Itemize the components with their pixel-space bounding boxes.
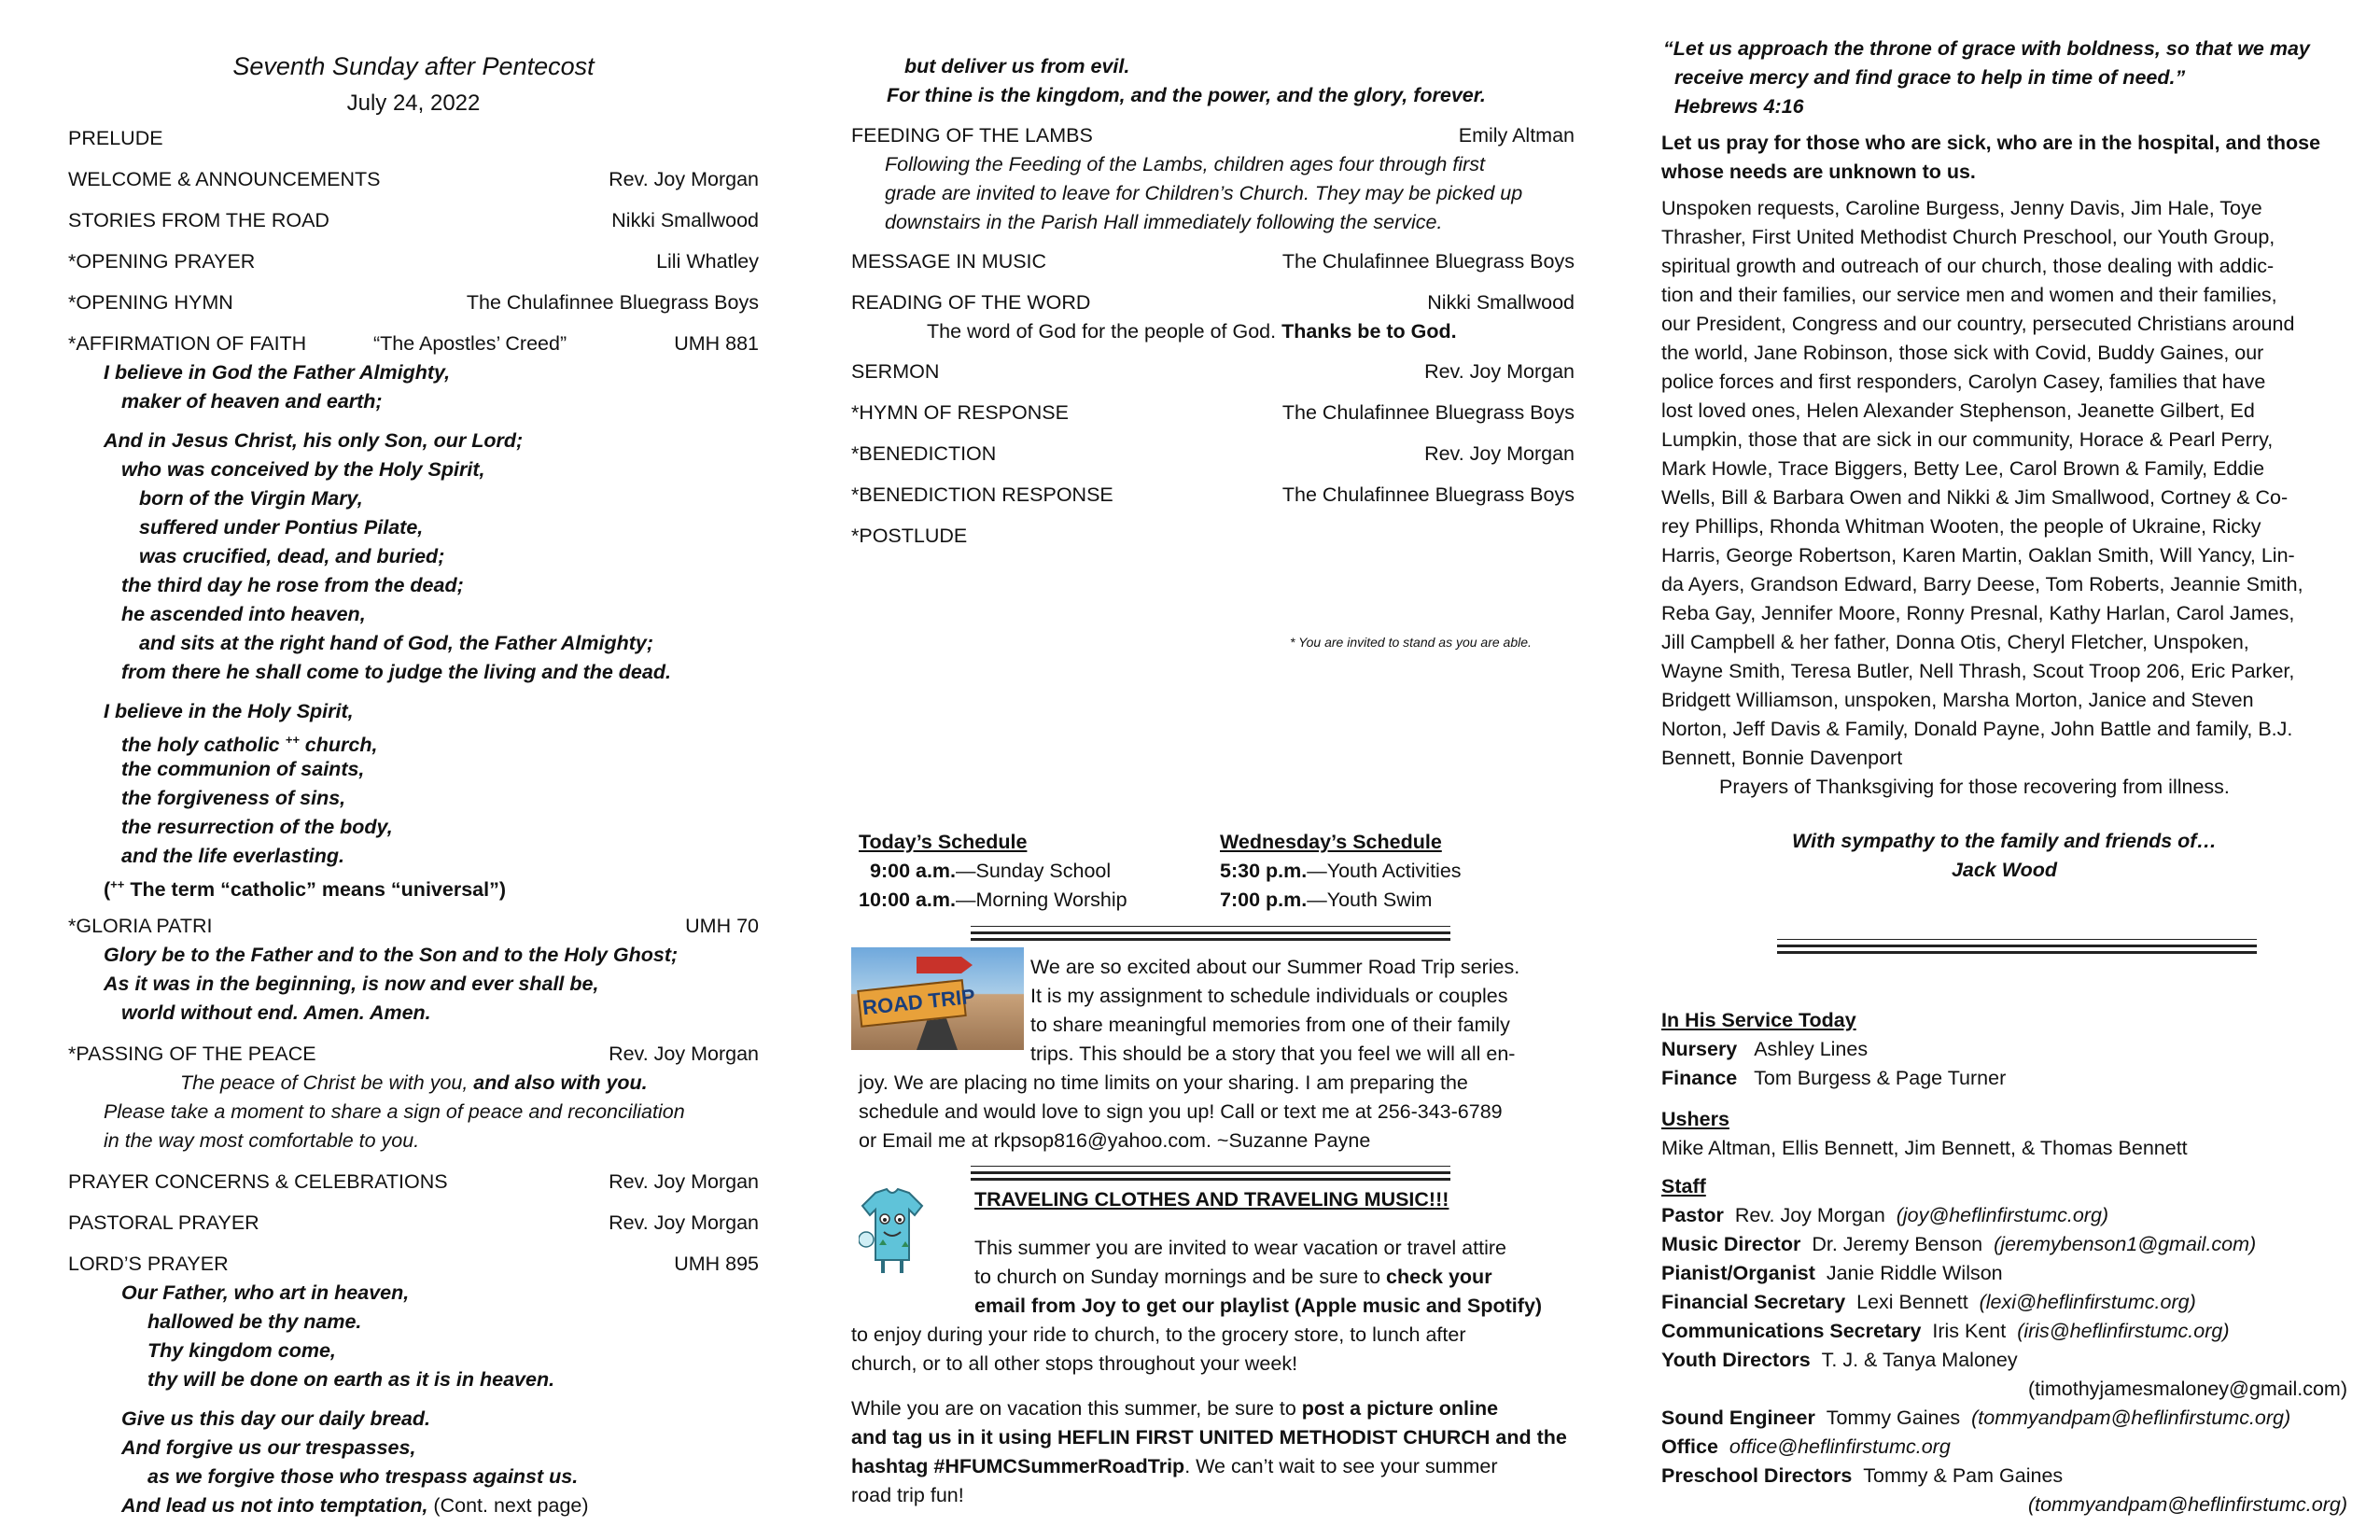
wed-item: 5:30 p.m.—Youth Activities [1220,860,1462,882]
gloria-line: As it was in the beginning, is now and ever shall be, [104,973,599,995]
youth-email: (timothyjamesmaloney@gmail.com) [2027,1378,2347,1400]
traveling-text: This summer you are invited to wear vacation or travel attire [974,1237,1506,1259]
page-title: Seventh Sunday after Pentecost [232,52,595,80]
staff-row: Communications Secretary Iris Kent (iris@heflinfirstumc.org) [1661,1320,2230,1342]
gloria-line: world without end. Amen. Amen. [121,1001,431,1024]
reading-response: The word of God for the people of God. Thanks be to God. [927,320,1457,343]
traveling-text: and tag us in it using HEFLIN FIRST UNITED METHODIST CHURCH and the [851,1426,1567,1449]
item-prelude: PRELUDE [68,127,163,149]
staff-row: Youth Directors T. J. & Tanya Maloney [1661,1349,2018,1371]
item-passing-peace: *PASSING OF THE PEACE Rev. Joy Morgan [68,1043,759,1065]
ushers-list: Mike Altman, Ellis Bennett, Jim Bennett, & Thomas Bennett [1661,1137,2188,1159]
road-trip-text: trips. This should be a story that you feel we will all en- [1030,1043,1516,1065]
staff-row: Sound Engineer Tommy Gaines (tommyandpam@heflinfirstumc.org) [1661,1407,2291,1429]
staff-row: Financial Secretary Lexi Bennett (lexi@heflinfirstumc.org) [1661,1291,2196,1313]
item-opening-hymn: *OPENING HYMN The Chulafinnee Bluegrass Boys [68,291,759,314]
staff-title: Staff [1661,1175,1706,1197]
feeding-note: downstairs in the Parish Hall immediately following the service. [885,211,1443,233]
item-postlude: *POSTLUDE [851,525,968,547]
road-trip-text: to share meaningful memories from one of their family [1030,1014,1510,1036]
feeding-note: Following the Feeding of the Lambs, children ages four through first [885,153,1485,175]
item-prayer-concerns: PRAYER CONCERNS & CELEBRATIONS Rev. Joy Morgan [68,1170,759,1193]
staff-row: Pianist/Organist Janie Riddle Wilson [1661,1262,2003,1284]
staff-row: Pastor Rev. Joy Morgan (joy@heflinfirstumc.org) [1661,1204,2109,1226]
sympathy-line: With sympathy to the family and friends of… [1792,830,2217,852]
staff-row: Preschool Directors Tommy & Pam Gaines [1661,1464,2064,1487]
wed-item: 7:00 p.m.—Youth Swim [1220,889,1433,911]
road-sign-text: ROAD TRIP [861,984,976,1020]
item-reading: READING OF THE WORD Nikki Smallwood [851,291,1575,314]
traveling-text: road trip fun! [851,1484,964,1506]
traveling-text: email from Joy to get our playlist (Apple music and Spotify) [974,1295,1543,1317]
thanksgiving-note: Prayers of Thanksgiving for those recovering from illness. [1719,776,2230,798]
prayer-heading: whose needs are unknown to us. [1661,161,1976,183]
road-trip-image [851,947,1024,1050]
prayer-heading: Let us pray for those who are sick, who are in the hospital, and those [1661,132,2321,154]
item-gloria-patri: *GLORIA PATRI UMH 70 [68,915,759,937]
road-trip-text: It is my assignment to schedule individuals or couples [1030,985,1508,1007]
road-trip-text: We are so excited about our Summer Road Trip series. [1030,956,1520,978]
peace-note: Please take a moment to share a sign of peace and reconciliation [104,1100,685,1123]
arrow-sign [917,957,973,973]
divider [971,1171,1450,1174]
staff-row: Office office@heflinfirstumc.org [1661,1435,1951,1458]
scripture-verse: “Let us approach the throne of grace with boldness, so that we may [1663,37,2310,60]
today-item: 10:00 a.m.—Morning Worship [859,889,1127,911]
stand-note: * You are invited to stand as you are able. [1290,635,1532,650]
staff-row: Music Director Dr. Jeremy Benson (jeremybenson1@gmail.com) [1661,1233,2257,1255]
road-trip-text: or Email me at rkpsop816@yahoo.com. ~Suzanne Payne [859,1129,1371,1152]
nursery-row: Nursery Ashley Lines [1661,1038,1869,1060]
item-stories: STORIES FROM THE ROAD Nikki Smallwood [68,209,759,231]
creed-catholic-line: the holy catholic ++ church, [121,733,378,757]
item-lords-prayer: LORD’S PRAYER UMH 895 [68,1253,759,1275]
traveling-text: to church on Sunday mornings and be sure to check your [974,1266,1492,1288]
scripture-ref: Hebrews 4:16 [1674,95,1804,118]
shirt-mascot-icon [859,1185,926,1279]
traveling-text: While you are on vacation this summer, be sure to post a picture online [851,1397,1499,1420]
gloria-line: Glory be to the Father and to the Son and to the Holy Ghost; [104,944,679,966]
today-schedule-title: Today’s Schedule [859,831,1028,853]
service-title: In His Service Today [1661,1009,1856,1031]
item-benediction-response: *BENEDICTION RESPONSE The Chulafinnee Bluegrass Boys [851,483,1575,506]
item-affirmation: *AFFIRMATION OF FAITH “The Apostles’ Creed” UMH 881 [68,332,759,355]
service-date: July 24, 2022 [346,91,481,116]
creed-footnote: (++ The term “catholic” means “universal”) [104,877,506,902]
road-trip-text: joy. We are placing no time limits on your sharing. I am preparing the [859,1071,1468,1094]
item-opening-prayer: *OPENING PRAYER Lili Whatley [68,250,759,273]
sympathy-name: Jack Wood [1951,859,2058,881]
traveling-text: to enjoy during your ride to church, to the grocery store, to lunch after [851,1323,1466,1346]
item-hymn-response: *HYMN OF RESPONSE The Chulafinnee Bluegrass Boys [851,401,1575,424]
scripture-verse: receive mercy and find grace to help in time of need.” [1674,66,2186,89]
traveling-text: church, or to all other stops throughout your week! [851,1352,1298,1375]
preschool-email: (tommyandpam@heflinfirstumc.org) [2027,1493,2347,1516]
road-trip-text: schedule and would love to sign you up! Call or text me at 256-343-6789 [859,1100,1503,1123]
lords-prayer-end: but deliver us from evil. [904,55,1130,77]
today-item: 9:00 a.m.—Sunday School [870,860,1112,882]
feeding-note: grade are invited to leave for Children’s Church. They may be picked up [885,182,1523,204]
ushers-title: Ushers [1661,1108,1729,1130]
peace-exchange: The peace of Christ be with you, and also with you. [180,1071,648,1094]
finance-row: Finance Tom Burgess & Page Turner [1661,1067,2007,1089]
item-sermon: SERMON Rev. Joy Morgan [851,360,1575,383]
peace-note: in the way most comfortable to you. [104,1129,420,1152]
traveling-title: TRAVELING CLOTHES AND TRAVELING MUSIC!!! [974,1188,1449,1211]
divider [971,931,1450,934]
item-pastoral-prayer: PASTORAL PRAYER Rev. Joy Morgan [68,1211,759,1234]
item-feeding-lambs: FEEDING OF THE LAMBS Emily Altman [851,124,1575,147]
item-welcome: WELCOME & ANNOUNCEMENTS Rev. Joy Morgan [68,168,759,190]
item-benediction: *BENEDICTION Rev. Joy Morgan [851,442,1575,465]
lords-prayer-end: For thine is the kingdom, and the power, and the glory, forever. [887,84,1486,106]
traveling-text: hashtag #HFUMCSummerRoadTrip. We can’t wait to see your summer [851,1455,1498,1477]
divider [1777,945,2257,947]
wed-schedule-title: Wednesday’s Schedule [1220,831,1442,853]
item-message-music: MESSAGE IN MUSIC The Chulafinnee Bluegrass Boys [851,250,1575,273]
